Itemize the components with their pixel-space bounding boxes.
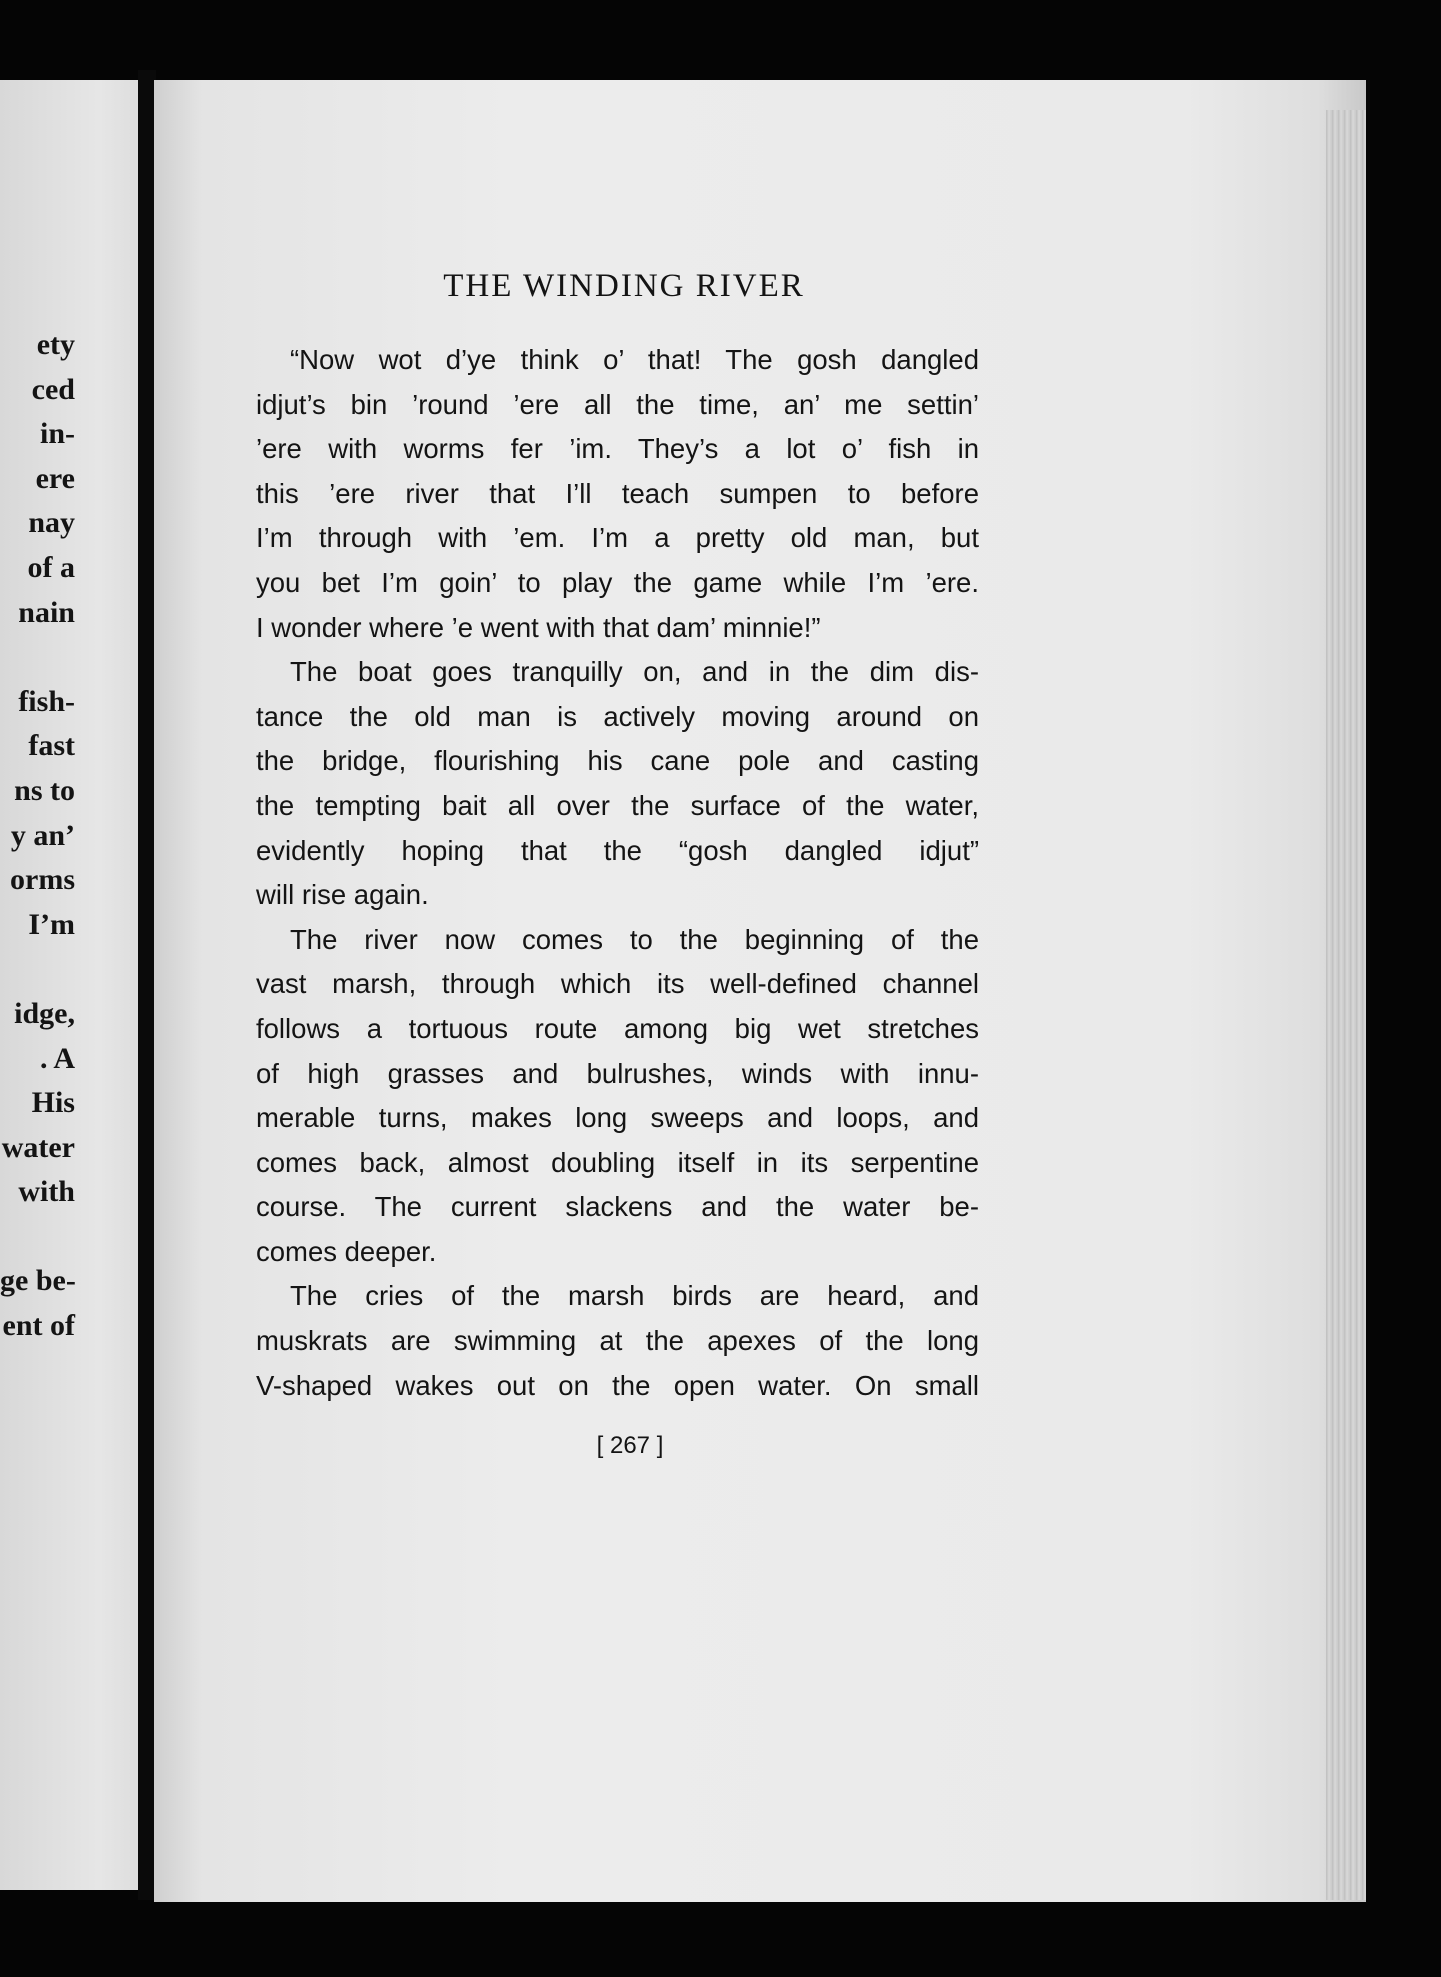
page-number: [ 267 ] <box>596 1432 664 1459</box>
left-line: y an’ <box>10 818 75 852</box>
text-line: ’ere with worms fer ’im. They’s a lot o’ fish in <box>256 433 979 465</box>
left-line: nain <box>18 595 75 629</box>
text-line: merable turns, makes long sweeps and loops, and <box>256 1102 979 1134</box>
text-line: The river now comes to the beginning of the <box>290 923 979 955</box>
left-page-text <box>0 323 75 1349</box>
left-line: idge, <box>14 996 75 1030</box>
left-line: nay <box>28 506 75 540</box>
left-line: water <box>1 1130 75 1164</box>
text-line: comes deeper. <box>256 1235 437 1267</box>
left-line: ent of <box>2 1309 75 1343</box>
text-line: “Now wot d’ye think o’ that! The gosh dangled <box>290 344 979 375</box>
text-line: muskrats are swimming at the apexes of the long <box>256 1325 979 1357</box>
text-line: I’m through with ’em. I’m a pretty old man, but <box>256 522 979 554</box>
left-line: fast <box>28 729 75 763</box>
text-line: the tempting bait all over the surface of the water, <box>256 789 979 821</box>
left-line: . A <box>39 1041 75 1075</box>
left-line: of a <box>27 550 75 584</box>
left-line: with <box>18 1175 75 1209</box>
left-line: ns to <box>14 773 75 807</box>
left-line: in- <box>39 417 75 451</box>
text-line: course. The current slackens and the water be- <box>256 1191 979 1223</box>
left-line: ced <box>31 372 75 406</box>
left-line: fish- <box>18 684 75 718</box>
text-line: The boat goes tranquilly on, and in the dim dis- <box>290 656 979 688</box>
page-edge-stack <box>1326 110 1366 1900</box>
text-line: of high grasses and bulrushes, winds with innu- <box>256 1057 979 1089</box>
text-line: The cries of the marsh birds are heard, and <box>290 1280 979 1312</box>
text-line: idjut’s bin ’round ’ere all the time, an’ me settin’ <box>256 388 979 420</box>
left-line: orms <box>10 863 75 897</box>
text-line: the bridge, flourishing his cane pole and casting <box>256 745 979 777</box>
left-line: ere <box>35 461 75 495</box>
left-line: His <box>31 1086 75 1120</box>
text-line: tance the old man is actively moving around on <box>256 700 979 732</box>
text-line: comes back, almost doubling itself in its serpentine <box>256 1146 979 1178</box>
left-line <box>0 947 75 992</box>
text-line: follows a tortuous route among big wet stretches <box>256 1012 979 1044</box>
left-line: I’m <box>28 907 75 941</box>
text-line: this ’ere river that I’ll teach sumpen to before <box>256 477 979 509</box>
left-line: ety <box>36 328 75 361</box>
left-line <box>0 635 75 680</box>
text-line: will rise again. <box>256 879 429 911</box>
text-line: vast marsh, through which its well-defined channel <box>256 968 979 1000</box>
left-line <box>0 1215 75 1260</box>
left-line: ge be- <box>0 1264 76 1298</box>
text-line: V-shaped wakes out on the open water. On small <box>256 1369 979 1401</box>
running-head: THE WINDING RIVER <box>443 268 805 304</box>
page-body-text <box>256 338 979 1408</box>
text-line: I wonder where ’e went with that dam’ minnie!” <box>256 611 821 643</box>
text-line: evidently hoping that the “gosh dangled idjut” <box>256 834 979 866</box>
text-line: you bet I’m goin’ to play the game while I’m ’ere. <box>256 566 979 598</box>
